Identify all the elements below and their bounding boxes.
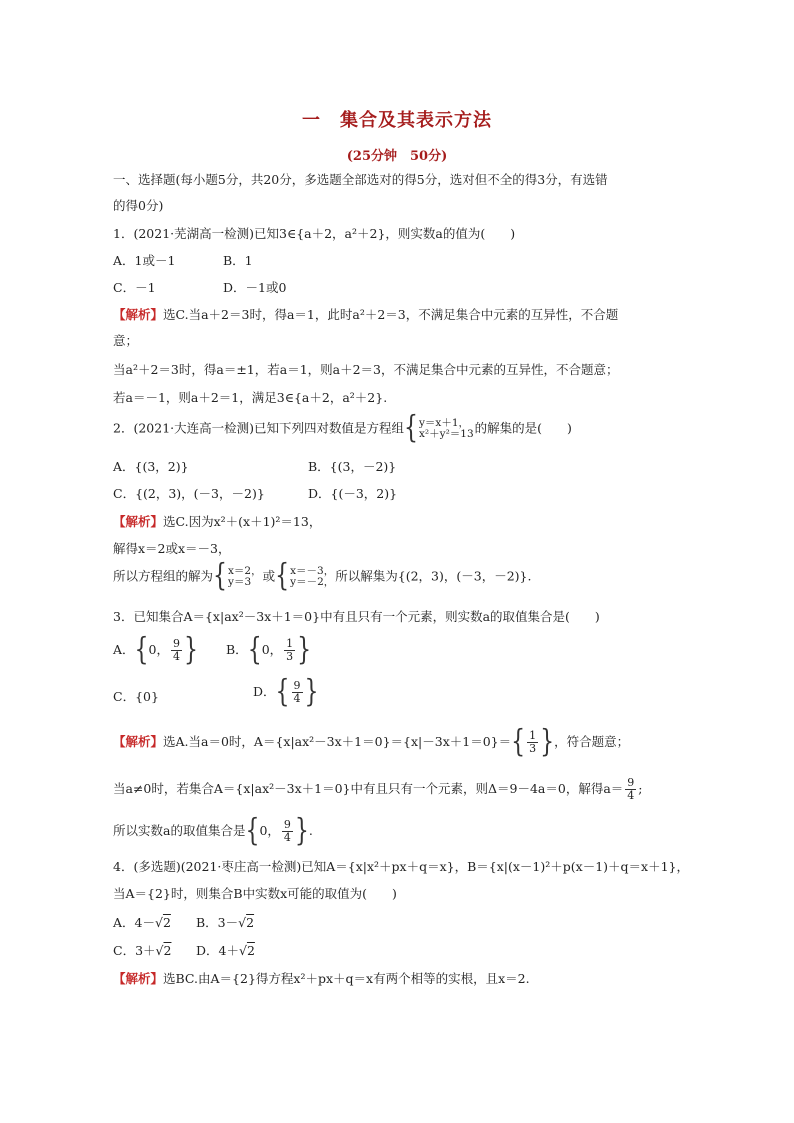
set-element: 0， (259, 823, 280, 838)
right-brace-icon: } (297, 632, 312, 668)
option-label: C．3＋ (113, 943, 156, 958)
question-2-stem-text: 的解集的是( ) (474, 420, 572, 436)
denominator: 4 (172, 650, 180, 663)
question-2-analysis-line: 解得x＝2或x＝－3， (113, 541, 231, 556)
denominator: 4 (293, 692, 301, 705)
question-4-analysis (113, 971, 530, 987)
question-3-option-d (253, 674, 319, 710)
option-label: B． (226, 642, 248, 657)
question-2-option-a: A．{(3，2)} (113, 459, 189, 474)
equation-system (419, 418, 474, 440)
fraction (292, 680, 303, 705)
denominator: 3 (286, 650, 294, 663)
numerator: 1 (529, 729, 537, 742)
analysis-text: 或 (262, 568, 276, 584)
left-brace-icon: { (245, 813, 260, 849)
numerator: 1 (286, 637, 294, 650)
left-brace-icon: { (213, 558, 228, 594)
question-3-analysis (113, 724, 630, 760)
question-1-analysis (113, 307, 618, 323)
analysis-tag: 【解析】 (113, 307, 164, 322)
section-header: 一、选择题(每小题5分，共20分，多选题全部选对的得5分，选对但不全的得3分，有选错 (113, 172, 608, 187)
fraction (527, 730, 538, 755)
numerator: 9 (283, 818, 291, 831)
analysis-text: ; (638, 781, 643, 796)
question-1-option-d: D．－1或0 (223, 280, 287, 295)
fraction (284, 638, 295, 663)
left-brace-icon: { (275, 674, 290, 710)
analysis-text: 选C.当a＋2＝3时，得a＝1，此时a²＋2＝3，不满足集合中元素的互异性，不合题 (163, 307, 619, 322)
analysis-tag: 【解析】 (113, 734, 164, 749)
question-2-option-b: B．{(3，－2)} (308, 459, 397, 474)
equation-line: y＝3 (228, 576, 252, 588)
denominator: 3 (529, 742, 537, 755)
analysis-text: 所以实数a的取值集合是 (113, 823, 246, 838)
radicand: 2 (162, 915, 171, 930)
right-brace-icon: } (304, 674, 319, 710)
equation-line: y＝x＋1， (419, 417, 470, 429)
option-label: A． (113, 642, 135, 657)
option-label: D． (253, 684, 276, 699)
option-label: B．3－ (196, 915, 239, 930)
analysis-text: 所以解集为{(2，3)，(－3，－2)}. (335, 568, 532, 584)
question-4-stem: 4．(多选题)(2021·枣庄高一检测)已知A＝{x|x²＋px＋q＝x}，B＝{x|(x－1)²＋p(x－1)＋q＝x＋1}， (113, 859, 689, 874)
analysis-text: . (308, 823, 313, 838)
option-label: D．4＋ (196, 943, 239, 958)
question-3-analysis-line (113, 813, 313, 849)
analysis-text: 选BC.由A＝{2}得方程x²＋px＋q＝x有两个相等的实根，且x＝2. (163, 971, 530, 986)
analysis-tag: 【解析】 (113, 514, 164, 529)
question-1-stem: 1．(2021·芜湖高一检测)已知3∈{a＋2，a²＋2}，则实数a的值为( ) (113, 226, 516, 241)
analysis-text: 所以方程组的解为 (113, 568, 214, 584)
question-1-analysis-line: 意； (113, 333, 139, 348)
question-2-stem-text: 2．(2021·大连高一检测)已知下列四对数值是方程组 (113, 420, 404, 436)
analysis-tag: 【解析】 (113, 971, 164, 986)
analysis-text: 选A.当a＝0时，A＝{x|ax²－3x＋1＝0}＝{x|－3x＋1＝0}＝ (163, 734, 512, 749)
denominator: 4 (627, 789, 635, 802)
sqrt-icon: √ (238, 943, 247, 958)
question-4-option-a (113, 915, 171, 931)
question-1-analysis-line: 若a＝－1，则a＋2＝1，满足3∈{a＋2，a²＋2}. (113, 390, 388, 405)
left-brace-icon: { (134, 632, 149, 668)
page-subtitle: (25分钟 50分) (346, 149, 448, 164)
numerator: 9 (293, 679, 301, 692)
question-1-option-a: A．1或－1 (113, 253, 176, 268)
question-2-option-c: C．{(2，3)，(－3，－2)} (113, 486, 265, 501)
question-3-option-c: C．{0} (113, 689, 159, 704)
left-brace-icon: { (511, 724, 526, 760)
radicand: 2 (246, 915, 255, 930)
question-3-analysis-line (113, 777, 643, 802)
question-4-stem-continued: 当A＝{2}时，则集合B中实数x可能的取值为( ) (113, 886, 397, 901)
left-brace-icon: { (275, 558, 290, 594)
radicand: 2 (163, 943, 172, 958)
question-3-option-b (226, 632, 312, 668)
sqrt-icon: √ (238, 915, 247, 930)
right-brace-icon: } (540, 724, 555, 760)
solution-system (290, 566, 334, 588)
analysis-text: ，符合题意； (554, 734, 630, 749)
fraction (282, 819, 293, 844)
right-brace-icon: } (183, 632, 198, 668)
page-title: 一 集合及其表示方法 (302, 110, 492, 131)
fraction (171, 638, 182, 663)
set-element: 0， (148, 642, 169, 657)
set-element: 0， (261, 642, 283, 657)
right-brace-icon: } (294, 813, 309, 849)
question-2-analysis (113, 514, 321, 530)
question-1-option-b: B．1 (223, 253, 253, 268)
question-2-stem (113, 410, 572, 446)
question-1-option-c: C．－1 (113, 280, 156, 295)
question-3-stem: 3．已知集合A＝{x|ax²－3x＋1＝0}中有且只有一个元素，则实数a的取值集合是( ) (113, 609, 600, 624)
fraction (625, 777, 636, 802)
denominator: 4 (283, 831, 291, 844)
analysis-text: 当a≠0时，若集合A＝{x|ax²－3x＋1＝0}中有且只有一个元素，则Δ＝9－4a＝0，解得a＝ (113, 781, 624, 796)
equation-line: x²＋y²＝13 (419, 428, 474, 440)
option-label: A．4－ (113, 915, 155, 930)
numerator: 9 (172, 637, 180, 650)
equation-line: x＝－3， (290, 565, 335, 577)
section-header-continued: 的得0分) (113, 198, 164, 213)
question-2-option-d: D．{(－3，2)} (308, 486, 398, 501)
question-3-option-a (113, 632, 198, 668)
question-4-option-c (113, 943, 171, 959)
question-1-analysis-line: 当a²＋2＝3时，得a＝±1，若a＝1，则a＋2＝3，不满足集合中元素的互异性，不合题意； (113, 362, 619, 377)
solution-system (228, 566, 262, 588)
sqrt-icon: √ (154, 915, 163, 930)
left-brace-icon: { (247, 632, 262, 668)
sqrt-icon: √ (155, 943, 164, 958)
left-brace-icon: { (404, 410, 418, 446)
question-4-option-b (196, 915, 254, 931)
numerator: 9 (627, 776, 635, 789)
question-2-analysis-line (113, 558, 532, 594)
equation-line: y＝－2， (290, 576, 335, 588)
radicand: 2 (246, 943, 255, 958)
analysis-text: 选C.因为x²＋(x＋1)²＝13， (163, 514, 322, 529)
equation-line: x＝2， (228, 565, 262, 577)
question-4-option-d (196, 943, 255, 959)
